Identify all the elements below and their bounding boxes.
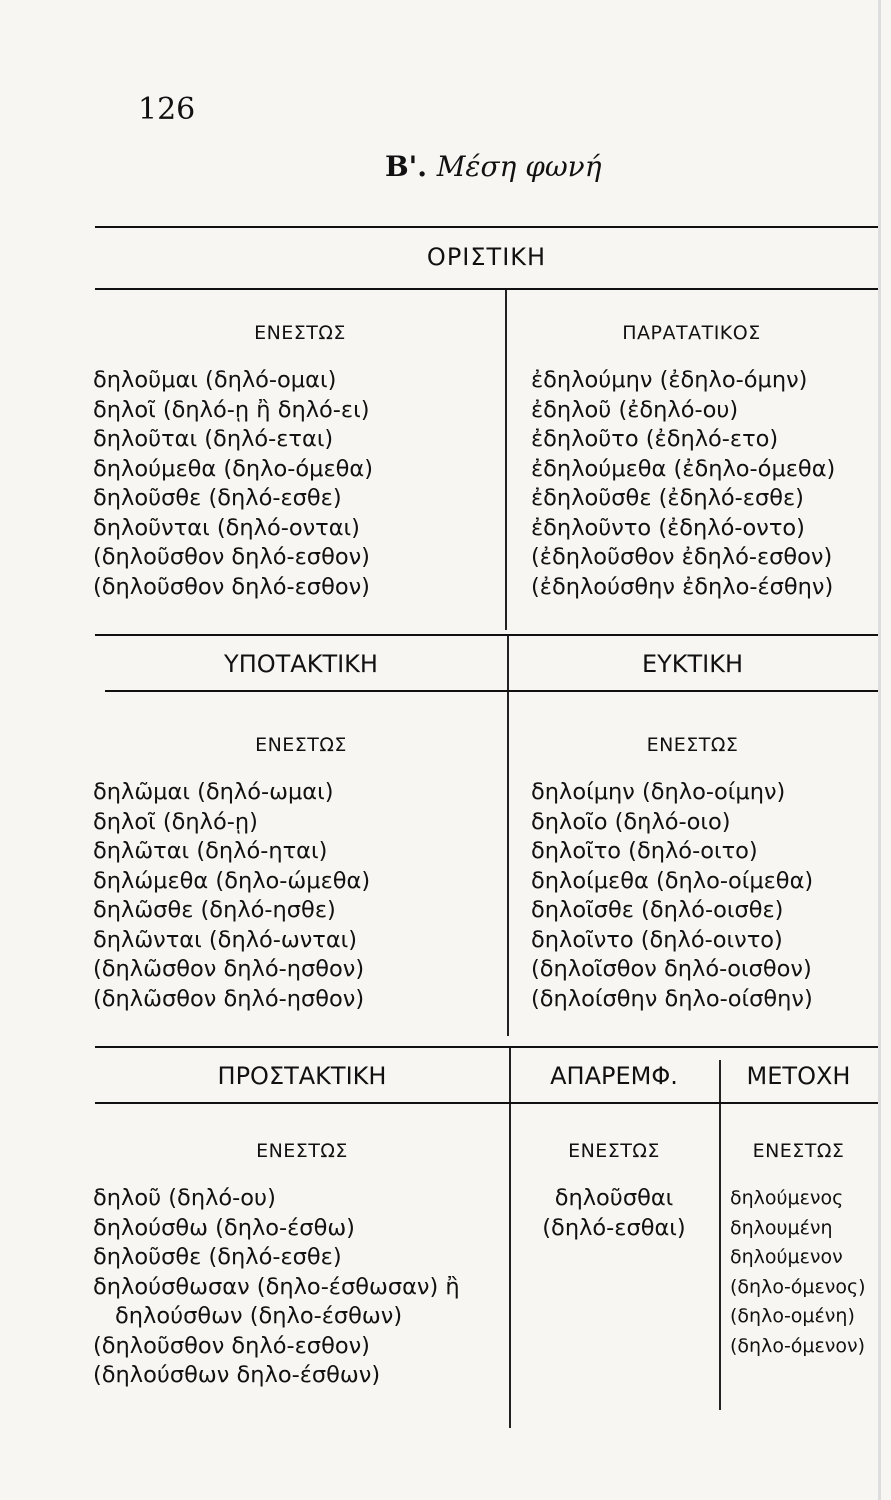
form-line: δηλούσθω (δηλο-έσθω) bbox=[93, 1214, 355, 1241]
form-line: δηλῶται (δηλό-ηται) bbox=[93, 838, 328, 864]
form-line: δηλούσθωσαν (δηλο-έσθωσαν) ἢ bbox=[93, 1273, 460, 1300]
infinitive-title: ΑΠΑΡΕΜΦ. bbox=[550, 1062, 678, 1090]
form-line: δηλοῖτο (δηλό-οιτο) bbox=[531, 838, 758, 864]
form-line: δηλουμένη bbox=[730, 1216, 833, 1239]
imperative-title: ΠΡΟΣΤΑΚΤΙΚΗ bbox=[217, 1062, 387, 1090]
form-line: δηλούμεθα (δηλο-όμεθα) bbox=[93, 455, 373, 482]
form-line: ἐδηλούμεθα (ἐδηλο-όμεθα) bbox=[531, 455, 836, 482]
page-edge bbox=[878, 0, 881, 1500]
voice-heading bbox=[385, 150, 601, 183]
form-line: δηλοῖ (δηλό-ῃ ἢ δηλό-ει) bbox=[93, 396, 370, 423]
imperative-label: ΕΝΕΣΤΩΣ bbox=[256, 1140, 348, 1162]
indicative-present-list bbox=[93, 366, 373, 602]
form-line: ἐδηλοῦ (ἐδηλό-ου) bbox=[531, 396, 739, 423]
voice-title: Μέση φωνή bbox=[436, 150, 602, 183]
form-line: (δηλῶσθον δηλό-ησθον) bbox=[93, 956, 365, 982]
form-line: δηλοῦσθαι bbox=[554, 1185, 674, 1211]
form-line: δηλοῖσθε (δηλό-οισθε) bbox=[531, 897, 784, 923]
form-line: (δηλό-εσθαι) bbox=[542, 1214, 686, 1241]
indicative-present-label: ΕΝΕΣΤΩΣ bbox=[254, 322, 346, 344]
form-line: δηλοῦνται (δηλό-ονται) bbox=[93, 514, 360, 541]
form-line: δηλούμενος bbox=[730, 1187, 844, 1209]
form-line: δηλῶνται (δηλό-ωνται) bbox=[93, 926, 358, 953]
form-line: δηλοίμην (δηλο-οίμην) bbox=[531, 779, 786, 805]
infinitive-label: ΕΝΕΣΤΩΣ bbox=[568, 1140, 660, 1162]
form-line: δηλοῖο (δηλό-οιο) bbox=[531, 808, 731, 835]
form-line: δηλοῖντο (δηλό-οιντο) bbox=[531, 926, 783, 953]
optative-title: ΕΥΚΤΙΚΗ bbox=[641, 650, 744, 678]
optative-list bbox=[531, 778, 813, 1014]
form-line: (δηλοῖσθον δηλό-οισθον) bbox=[531, 956, 812, 982]
form-line: ἐδηλοῦσθε (ἐδηλό-εσθε) bbox=[531, 485, 804, 511]
rule-mid-2 bbox=[105, 690, 878, 692]
rule-top bbox=[95, 226, 878, 228]
rule-indicative bbox=[95, 288, 878, 290]
form-line: δηλοῦται (δηλό-εται) bbox=[93, 426, 334, 452]
form-line: δηλοῦσθε (δηλό-εσθε) bbox=[93, 1244, 342, 1270]
form-line: (δηλῶσθον δηλό-ησθον) bbox=[93, 985, 365, 1012]
form-line: δηλούσθων (δηλο-έσθων) bbox=[115, 1303, 403, 1329]
indicative-title: ΟΡΙΣΤΙΚΗ bbox=[426, 243, 547, 271]
subjunctive-list bbox=[93, 778, 370, 1014]
form-line: δηλοῦ (δηλό-ου) bbox=[93, 1185, 276, 1211]
form-line: δηλῶσθε (δηλό-ησθε) bbox=[93, 897, 336, 923]
form-line: δηλούμενον bbox=[730, 1246, 843, 1268]
form-line: (δηλούσθων δηλο-έσθων) bbox=[93, 1362, 381, 1388]
optative-label: ΕΝΕΣΤΩΣ bbox=[646, 734, 739, 756]
divider-inf-part bbox=[719, 1060, 721, 1410]
subjunctive-title: ΥΠΟΤΑΚΤΙΚΗ bbox=[224, 650, 378, 678]
form-line: δηλοῖ (δηλό-ῃ) bbox=[93, 808, 258, 835]
form-line: δηλώμεθα (δηλο-ώμεθα) bbox=[93, 867, 371, 894]
form-line: ἐδηλοῦντο (ἐδηλό-οντο) bbox=[531, 514, 805, 541]
form-line: (δηλο-όμενος) bbox=[730, 1275, 866, 1298]
rule-bottom-1 bbox=[95, 1046, 878, 1048]
form-line: (δηλοῦσθον δηλό-εσθον) bbox=[93, 544, 370, 570]
participle-list bbox=[730, 1184, 866, 1361]
page-number: 126 bbox=[138, 92, 196, 127]
participle-title: ΜΕΤΟΧΗ bbox=[746, 1062, 851, 1090]
form-line: δηλοίμεθα (δηλο-οίμεθα) bbox=[531, 867, 814, 894]
form-line: (δηλο-όμενον) bbox=[730, 1334, 866, 1357]
indicative-imperfect-label: ΠΑΡΑΤΑΤΙΚΟΣ bbox=[622, 322, 761, 344]
form-line: (δηλοῦσθον δηλό-εσθον) bbox=[93, 573, 370, 600]
subjunctive-label: ΕΝΕΣΤΩΣ bbox=[255, 734, 347, 756]
form-line: δηλοῦμαι (δηλό-ομαι) bbox=[93, 367, 337, 393]
form-line: δηλῶμαι (δηλό-ωμαι) bbox=[93, 779, 334, 805]
infinitive-list bbox=[509, 1184, 719, 1243]
rule-bottom-2 bbox=[95, 1102, 878, 1104]
form-line: (ἐδηλοῦσθον ἐδηλό-εσθον) bbox=[531, 544, 833, 570]
form-line: (ἐδηλούσθην ἐδηλο-έσθην) bbox=[531, 573, 834, 600]
form-line: δηλοῦσθε (δηλό-εσθε) bbox=[93, 485, 342, 511]
divider-subj-opt bbox=[507, 636, 509, 1036]
form-line: (δηλο-ομένη) bbox=[730, 1305, 855, 1327]
form-line: (δηλοῦσθον δηλό-εσθον) bbox=[93, 1332, 370, 1359]
form-line: (δηλοίσθην δηλο-οίσθην) bbox=[531, 985, 813, 1012]
rule-mid-1 bbox=[95, 634, 878, 636]
indicative-imperfect-list bbox=[531, 366, 835, 602]
imperative-list bbox=[93, 1184, 460, 1391]
form-line: ἐδηλούμην (ἐδηλο-όμην) bbox=[531, 367, 808, 393]
participle-label: ΕΝΕΣΤΩΣ bbox=[752, 1140, 845, 1162]
voice-letter: Β'. bbox=[385, 150, 427, 183]
form-line: ἐδηλοῦτο (ἐδηλό-ετο) bbox=[531, 426, 779, 452]
